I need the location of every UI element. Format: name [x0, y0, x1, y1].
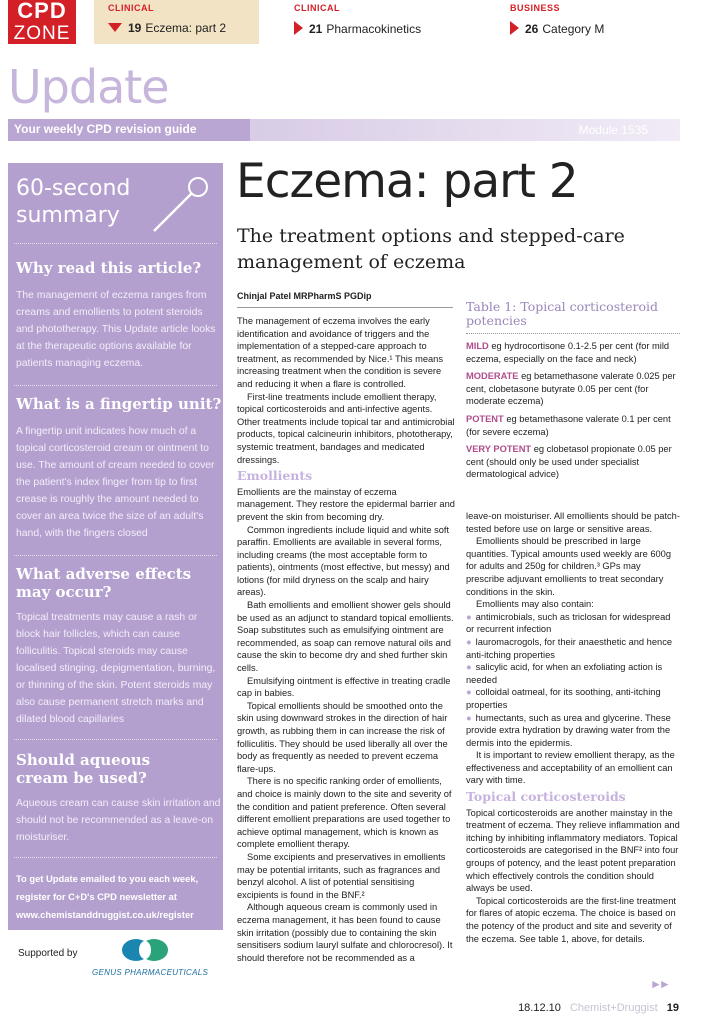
bullet-text: colloidal oatmeal, for its soothing, anti-itching properties	[466, 687, 661, 710]
nav-category: BUSINESS	[510, 3, 561, 13]
logo-line1: CPD	[17, 0, 67, 23]
sidebar-body: A fingertip unit indicates how much of a topical corticosteroid cream or ointment to use. The amount of cream needed to cover the patient's index finger from tip to first crease is roughly the amount needed to cover an area twice the size of an adult's hand, with the fingers closed	[16, 426, 215, 539]
continue-arrows-icon: ►►	[650, 977, 668, 991]
paragraph: Emollients may also contain:	[476, 599, 594, 610]
page-footer	[518, 1002, 679, 1014]
arrow-right-icon	[294, 21, 303, 35]
page-number: 19	[666, 1002, 679, 1014]
potency-text: eg betamethasone valerate 0.025 per cent, clobetasone butyrate 0.05 per cent (for moderate eczema)	[466, 371, 676, 407]
divider	[14, 555, 217, 556]
bullet-item	[466, 686, 680, 711]
section-heading-emollients: Emollients	[237, 468, 313, 484]
nav-number: 19	[128, 21, 142, 35]
module-number: Module 1535	[578, 123, 648, 137]
guide-bar-text: Your weekly CPD revision guide	[14, 122, 197, 136]
cpd-zone-logo	[8, 0, 76, 44]
bullet-item	[466, 712, 680, 750]
nav-category: CLINICAL	[294, 3, 340, 13]
issue-date: 18.12.10	[518, 1002, 561, 1014]
sixty-second-summary	[8, 163, 223, 930]
bullet-dot-icon: ●	[466, 636, 472, 647]
section-heading-topical-corticosteroids: Topical corticosteroids	[466, 789, 626, 805]
arrow-down-icon	[108, 23, 122, 32]
paragraph: Some excipients and preservatives in emollients may be potential irritants, such as fragrances and benzyl alcohol. A list of potential sensitising excipients is found in the BNF.²	[237, 851, 446, 900]
sidebar-heading: What is a fingertip unit?	[16, 395, 222, 413]
divider	[14, 857, 217, 858]
update-title: Update	[8, 60, 169, 114]
sponsor-name: GENUS PHARMACEUTICALS	[92, 968, 209, 977]
paragraph: First-line treatments include emollient therapy, topical corticosteroids and anti-infective agents. Other treatments include topical tar and antimicrobial products, topical calcineurin inhibitors, phototherapy, systemic treatment, bandages and medicated dressings.	[237, 391, 455, 465]
potency-text: eg clobetasol propionate 0.05 per cent (should only be used under specialist dermatological advice)	[466, 444, 672, 480]
divider	[14, 739, 217, 740]
cpd-top-bar	[0, 0, 705, 46]
genus-logo-icon	[118, 935, 174, 965]
arrow-right-icon	[510, 21, 519, 35]
author-rule	[237, 307, 453, 308]
nav-number: 21	[309, 22, 323, 36]
paragraph: Common ingredients include liquid and white soft paraffin. Emollients are available in several forms, including creams (the most acceptable form to patients), ointments (most effective, but messy) and lotions (for mild dryness on the scalp and hairy areas).	[237, 524, 450, 598]
sidebar-heading: Should aqueous cream be used?	[16, 751, 151, 787]
sidebar-heading: What adverse effects may occur?	[16, 565, 192, 601]
logo-line2: ZONE	[13, 23, 71, 44]
nav-title: Category M	[542, 22, 605, 36]
nav-number: 26	[525, 22, 539, 36]
article-author: Chinjal Patel MRPharmS PGDip	[237, 291, 372, 301]
publication-name: Chemist+Druggist	[569, 1002, 658, 1014]
paragraph: It is important to review emollient therapy, as the effectiveness and acceptability of an emollient can vary with time.	[466, 750, 675, 786]
paragraph: Topical corticosteroids are the first-line treatment for flares of atopic eczema. The choice is based on the potency of the product and site and severity of the eczema. See table 1, above, for details.	[466, 895, 676, 944]
bullet-dot-icon: ●	[466, 611, 472, 622]
stopwatch-hand-icon	[150, 173, 216, 235]
potency-label: MILD	[466, 341, 489, 351]
bullet-text: lauromacrogols, for their anaesthetic and hence anti-itching properties	[466, 636, 673, 660]
paragraph: Although aqueous cream is commonly used in eczema management, it has been found to cause skin irritation (possibly due to containing the skin sensitisers sodium lauryl sulfate and chlorocresol). It should therefore not be recommended as a	[237, 902, 453, 963]
divider	[14, 385, 217, 386]
sidebar-heading: Why read this article?	[16, 259, 202, 277]
sidebar-body: The management of eczema ranges from creams and emollients to potent steroids and phototherapy. This Update article looks at the therapeutic options available for patients managing eczema.	[16, 290, 216, 369]
potency-label: POTENT	[466, 413, 504, 424]
bullet-dot-icon: ●	[466, 712, 472, 723]
paragraph: leave-on moisturiser. All emollients should be patch-tested before use on large or sensitive areas.	[466, 511, 680, 534]
bullet-dot-icon: ●	[466, 662, 472, 673]
bullet-text: antimicrobials, such as triclosan for widespread or recurrent infection	[466, 611, 671, 635]
potency-label: VERY POTENT	[466, 444, 532, 455]
sidebar-body: Topical treatments may cause a rash or block hair follicles, which can cause folliculitis. Topical steroids may cause localised stinging, depigmentation, burning, or thinning of the skin. Potent steroids may also cause permanent stretch marks and dilated blood capillaries	[16, 612, 216, 725]
paragraph: The management of eczema involves the early identification and avoidance of triggers and the implementation of a stepped-care approach to treatment, as recommended by Nice.¹ This means increasing treatment when the condition is severe and reducing it when a flare is controlled.	[237, 316, 443, 389]
summary-title: 60-second summary	[16, 176, 131, 228]
newsletter-signup-text: To get Update emailed to you each week, register for C+D's CPD newsletter at www.chemistanddruggist.co.uk/register	[16, 873, 199, 920]
article-column-2	[466, 510, 680, 945]
bullet-dot-icon: ●	[466, 687, 472, 698]
nav-title: Pharmacokinetics	[326, 22, 422, 36]
potency-label: MODERATE	[466, 371, 519, 382]
table-row	[466, 370, 680, 408]
supported-by-label: Supported by	[18, 948, 78, 959]
bullet-item	[466, 661, 680, 686]
divider	[14, 243, 217, 244]
article-column-1	[237, 315, 455, 964]
table-row	[466, 413, 680, 438]
paragraph: Topical corticosteroids are another mainstay in the treatment of eczema. They relieve inflammation and itching by inhibiting inflammatory mediators. Topical corticosteroids are categorised in the BNF² into four groups of potency, and the least potent preparation which effectively controls the condition should always be used.	[466, 807, 680, 894]
nav-title: Eczema: part 2	[145, 21, 227, 35]
paragraph: There is no specific ranking order of emollients, and choice is mainly down to the site and severity of the condition and patient preference. Often several different emollient preparations are used together to achieve optimal management, which is known as complete emollient therapy.	[237, 776, 452, 850]
table-row	[466, 340, 680, 365]
bullet-text: humectants, such as urea and glycerine. These provide extra hydration by drawing water from the dermis into the epidermis.	[466, 712, 671, 748]
potency-text: eg hydrocortisone 0.1-2.5 per cent (for mild eczema, especially on the face and neck)	[466, 341, 670, 364]
paragraph: Emulsifying ointment is effective in treating cradle cap in babies.	[237, 675, 451, 699]
paragraph: Emollients are the mainstay of eczema management. They restore the epidermal barrier and prevent the skin from becoming dry.	[237, 486, 455, 522]
paragraph: Bath emollients and emollient shower gels should be used as an adjunct to standard topical emollients. Soap substitutes such as emulsifying ointment are recommended, as soap can remove natural oils and cause the skin to become dry and shed further skin cells.	[237, 600, 454, 674]
article-title: Eczema: part 2	[236, 154, 578, 209]
sidebar-body: Aqueous cream can cause skin irritation and should not be recommended as a leave-on moisturiser.	[16, 798, 221, 843]
table-row	[466, 443, 680, 481]
nav-item-category-m[interactable]	[496, 0, 676, 44]
nav-item-pharmacokinetics[interactable]	[280, 0, 460, 44]
table-1-potencies	[466, 300, 680, 486]
paragraph: Topical emollients should be smoothed onto the skin using downward strokes in the direction of hair growth, as rubbing them in can increase the risk of folliculitis. They should be used liberally all over the body as frequently as needed to prevent eczema flare-ups.	[237, 700, 448, 774]
article-subtitle: The treatment options and stepped-care management of eczema	[237, 225, 625, 273]
potency-text: eg betamethasone valerate 0.1 per cent (for severe eczema)	[466, 413, 671, 437]
paragraph: Emollients should be prescribed in large quantities. Typical amounts used weekly are 600g for adults and 250g for children.³ GPs may prescribe adjuvant emollients to treat secondary conditions in the skin.	[466, 536, 671, 597]
cpd-guide-bar	[8, 119, 680, 141]
table-title: Table 1: Topical corticosteroid potencies	[466, 300, 680, 334]
nav-category: CLINICAL	[108, 3, 154, 13]
bullet-item	[466, 611, 680, 636]
bullet-text: salicylic acid, for when an exfoliating action is needed	[466, 662, 663, 685]
nav-item-eczema[interactable]	[94, 0, 259, 44]
bullet-item	[466, 636, 680, 661]
